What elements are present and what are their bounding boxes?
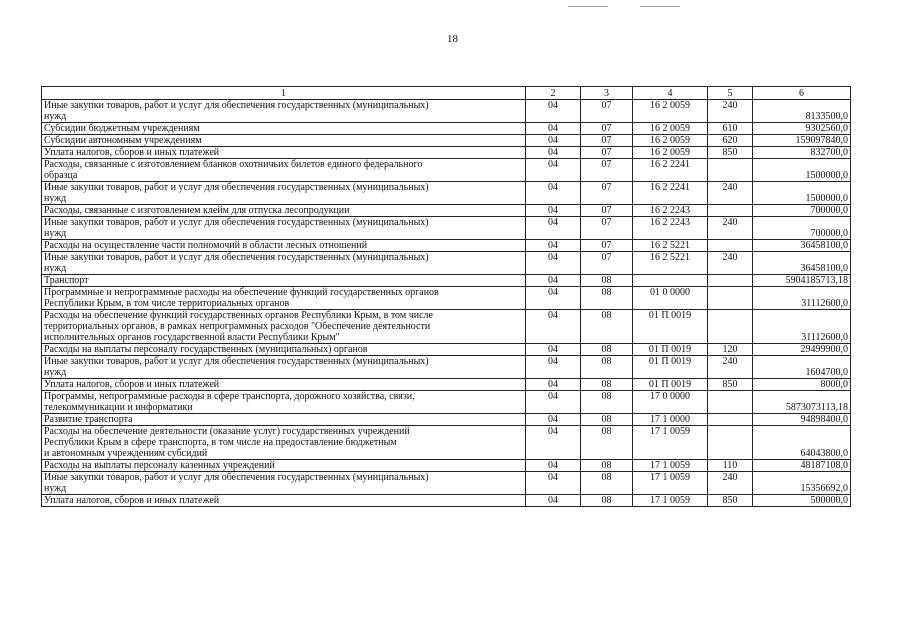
table-row: [42, 344, 851, 356]
budget-table-body: [42, 87, 851, 507]
table-row: [42, 182, 851, 205]
subsection-cell: 08: [581, 426, 633, 460]
expense-type-cell: 240: [708, 217, 753, 240]
target-code-cell: 17 1 0059: [633, 460, 708, 472]
row-name-cell: Расходы, связанные с изготовлением бланков охотничьих билетов единого федерального образца: [42, 159, 526, 182]
row-name-cell: Иные закупки товаров, работ и услуг для обеспечения государственных (муниципальных) нужд: [42, 252, 526, 275]
table-row: [42, 240, 851, 252]
section-cell: 04: [526, 414, 581, 426]
section-cell: 04: [526, 460, 581, 472]
expense-type-cell: [708, 205, 753, 217]
section-cell: 04: [526, 159, 581, 182]
expense-type-cell: 240: [708, 472, 753, 495]
subsection-cell: 07: [581, 252, 633, 275]
target-code-cell: 17 1 0000: [633, 414, 708, 426]
header-cell: 5: [708, 87, 753, 100]
row-name-cell: Расходы на выплаты персоналу казенных учреждений: [42, 460, 526, 472]
section-cell: 04: [526, 287, 581, 310]
subsection-cell: 08: [581, 495, 633, 507]
row-name-cell: Программы, непрограммные расходы в сфере транспорта, дорожного хозяйства, связи, телекоммуникации и информатики: [42, 391, 526, 414]
table-row: [42, 460, 851, 472]
table-row: [42, 414, 851, 426]
expense-type-cell: [708, 159, 753, 182]
row-name-cell: Иные закупки товаров, работ и услуг для обеспечения государственных (муниципальных) нужд: [42, 182, 526, 205]
page-number: 18: [447, 33, 458, 45]
table-row: [42, 391, 851, 414]
table-row: [42, 100, 851, 123]
amount-cell: 700000,0: [753, 205, 851, 217]
table-row: [42, 252, 851, 275]
row-name-cell: Иные закупки товаров, работ и услуг для обеспечения государственных (муниципальных) нужд: [42, 100, 526, 123]
header-cell: 4: [633, 87, 708, 100]
table-row: [42, 287, 851, 310]
target-code-cell: 16 2 0059: [633, 135, 708, 147]
section-cell: 04: [526, 344, 581, 356]
target-code-cell: 16 2 0059: [633, 100, 708, 123]
amount-cell: 5873073113,18: [753, 391, 851, 414]
row-name-cell: Субсидии автономным учреждениям: [42, 135, 526, 147]
row-name-cell: Расходы на выплаты персоналу государственных (муниципальных) органов: [42, 344, 526, 356]
amount-cell: 48187108,0: [753, 460, 851, 472]
target-code-cell: 16 2 2241: [633, 159, 708, 182]
subsection-cell: 08: [581, 379, 633, 391]
subsection-cell: 07: [581, 135, 633, 147]
target-code-cell: 17 1 0059: [633, 495, 708, 507]
target-code-cell: 01 П 0019: [633, 344, 708, 356]
target-code-cell: 01 П 0019: [633, 356, 708, 379]
section-cell: 04: [526, 240, 581, 252]
expense-type-cell: 850: [708, 379, 753, 391]
subsection-cell: 07: [581, 147, 633, 159]
section-cell: 04: [526, 135, 581, 147]
target-code-cell: 16 2 2243: [633, 217, 708, 240]
row-name-cell: Транспорт: [42, 275, 526, 287]
section-cell: 04: [526, 123, 581, 135]
row-name-cell: Уплата налогов, сборов и иных платежей: [42, 147, 526, 159]
amount-cell: 832700,0: [753, 147, 851, 159]
scan-artifact-line: [640, 6, 680, 7]
expense-type-cell: [708, 240, 753, 252]
row-name-cell: Развитие транспорта: [42, 414, 526, 426]
target-code-cell: 16 2 5221: [633, 240, 708, 252]
section-cell: 04: [526, 147, 581, 159]
table-row: [42, 217, 851, 240]
amount-cell: 36458100,0: [753, 240, 851, 252]
amount-cell: 1604700,0: [753, 356, 851, 379]
subsection-cell: 08: [581, 391, 633, 414]
table-row: [42, 356, 851, 379]
subsection-cell: 08: [581, 472, 633, 495]
subsection-cell: 08: [581, 310, 633, 344]
row-name-cell: Расходы на осуществление части полномочий в области лесных отношений: [42, 240, 526, 252]
table-header-row: [42, 87, 851, 100]
section-cell: 04: [526, 100, 581, 123]
target-code-cell: 16 2 2243: [633, 205, 708, 217]
amount-cell: 31112600,0: [753, 310, 851, 344]
section-cell: 04: [526, 252, 581, 275]
amount-cell: 500000,0: [753, 495, 851, 507]
section-cell: 04: [526, 426, 581, 460]
table-row: [42, 495, 851, 507]
row-name-cell: Иные закупки товаров, работ и услуг для обеспечения государственных (муниципальных) нужд: [42, 472, 526, 495]
subsection-cell: 08: [581, 275, 633, 287]
row-name-cell: Программные и непрограммные расходы на обеспечение функций государственных органов Республики Крым, в том числе территориальных органов: [42, 287, 526, 310]
target-code-cell: 01 0 0000: [633, 287, 708, 310]
expense-type-cell: 110: [708, 460, 753, 472]
target-code-cell: 16 2 0059: [633, 123, 708, 135]
table-row: [42, 426, 851, 460]
table-row: [42, 123, 851, 135]
target-code-cell: 17 0 0000: [633, 391, 708, 414]
target-code-cell: 01 П 0019: [633, 310, 708, 344]
row-name-cell: Субсидии бюджетным учреждениям: [42, 123, 526, 135]
expense-type-cell: 850: [708, 495, 753, 507]
row-name-cell: Расходы, связанные с изготовлением клейм для отпуска лесопродукции: [42, 205, 526, 217]
expense-type-cell: 620: [708, 135, 753, 147]
subsection-cell: 07: [581, 205, 633, 217]
target-code-cell: 01 П 0019: [633, 379, 708, 391]
expense-type-cell: [708, 426, 753, 460]
subsection-cell: 07: [581, 100, 633, 123]
expense-type-cell: [708, 287, 753, 310]
section-cell: 04: [526, 275, 581, 287]
header-cell: 1: [42, 87, 526, 100]
table-row: [42, 275, 851, 287]
section-cell: 04: [526, 217, 581, 240]
section-cell: 04: [526, 472, 581, 495]
subsection-cell: 08: [581, 356, 633, 379]
table-row: [42, 379, 851, 391]
subsection-cell: 07: [581, 159, 633, 182]
subsection-cell: 08: [581, 460, 633, 472]
expense-type-cell: [708, 391, 753, 414]
target-code-cell: 16 2 5221: [633, 252, 708, 275]
amount-cell: 36458100,0: [753, 252, 851, 275]
target-code-cell: 17 1 0059: [633, 426, 708, 460]
expense-type-cell: [708, 414, 753, 426]
amount-cell: 5904185713,18: [753, 275, 851, 287]
subsection-cell: 07: [581, 217, 633, 240]
table-row: [42, 147, 851, 159]
subsection-cell: 07: [581, 123, 633, 135]
table-row: [42, 135, 851, 147]
subsection-cell: 07: [581, 182, 633, 205]
amount-cell: 1500000,0: [753, 182, 851, 205]
amount-cell: 159097840,0: [753, 135, 851, 147]
header-cell: 2: [526, 87, 581, 100]
target-code-cell: [633, 275, 708, 287]
row-name-cell: Уплата налогов, сборов и иных платежей: [42, 379, 526, 391]
subsection-cell: 08: [581, 344, 633, 356]
scan-artifact-line: [568, 6, 608, 7]
subsection-cell: 08: [581, 287, 633, 310]
amount-cell: 29499900,0: [753, 344, 851, 356]
subsection-cell: 07: [581, 240, 633, 252]
table-row: [42, 310, 851, 344]
expense-type-cell: [708, 310, 753, 344]
amount-cell: 94898400,0: [753, 414, 851, 426]
expense-type-cell: 240: [708, 356, 753, 379]
expense-type-cell: 610: [708, 123, 753, 135]
section-cell: 04: [526, 379, 581, 391]
section-cell: 04: [526, 205, 581, 217]
row-name-cell: Расходы на обеспечение деятельности (оказание услуг) государственных учреждений Республики Крым в сфере транспорта, в том числе на предоставление бюджетным и автономным учреждениям субсидий: [42, 426, 526, 460]
expense-type-cell: 240: [708, 100, 753, 123]
amount-cell: 64043800,0: [753, 426, 851, 460]
table-row: [42, 159, 851, 182]
expense-type-cell: 850: [708, 147, 753, 159]
section-cell: 04: [526, 356, 581, 379]
amount-cell: 31112600,0: [753, 287, 851, 310]
target-code-cell: 16 2 2241: [633, 182, 708, 205]
target-code-cell: 17 1 0059: [633, 472, 708, 495]
amount-cell: 700000,0: [753, 217, 851, 240]
section-cell: 04: [526, 182, 581, 205]
section-cell: 04: [526, 391, 581, 414]
section-cell: 04: [526, 310, 581, 344]
header-cell: 6: [753, 87, 851, 100]
header-cell: 3: [581, 87, 633, 100]
amount-cell: 9302560,0: [753, 123, 851, 135]
row-name-cell: Иные закупки товаров, работ и услуг для обеспечения государственных (муниципальных) нужд: [42, 217, 526, 240]
target-code-cell: 16 2 0059: [633, 147, 708, 159]
row-name-cell: Расходы на обеспечение функций государственных органов Республики Крым, в том числе территориальных органов, в рамках непрограммных расходов "Обеспечение деятельности исполнительных органов государственной власти Республики Крым": [42, 310, 526, 344]
table-row: [42, 472, 851, 495]
expense-type-cell: [708, 275, 753, 287]
table-row: [42, 205, 851, 217]
expense-type-cell: 240: [708, 252, 753, 275]
expense-type-cell: 120: [708, 344, 753, 356]
amount-cell: 8000,0: [753, 379, 851, 391]
subsection-cell: 08: [581, 414, 633, 426]
row-name-cell: Уплата налогов, сборов и иных платежей: [42, 495, 526, 507]
amount-cell: 8133500,0: [753, 100, 851, 123]
row-name-cell: Иные закупки товаров, работ и услуг для обеспечения государственных (муниципальных) нужд: [42, 356, 526, 379]
section-cell: 04: [526, 495, 581, 507]
expense-type-cell: 240: [708, 182, 753, 205]
amount-cell: 1500000,0: [753, 159, 851, 182]
budget-table: [41, 86, 851, 507]
amount-cell: 15356692,0: [753, 472, 851, 495]
